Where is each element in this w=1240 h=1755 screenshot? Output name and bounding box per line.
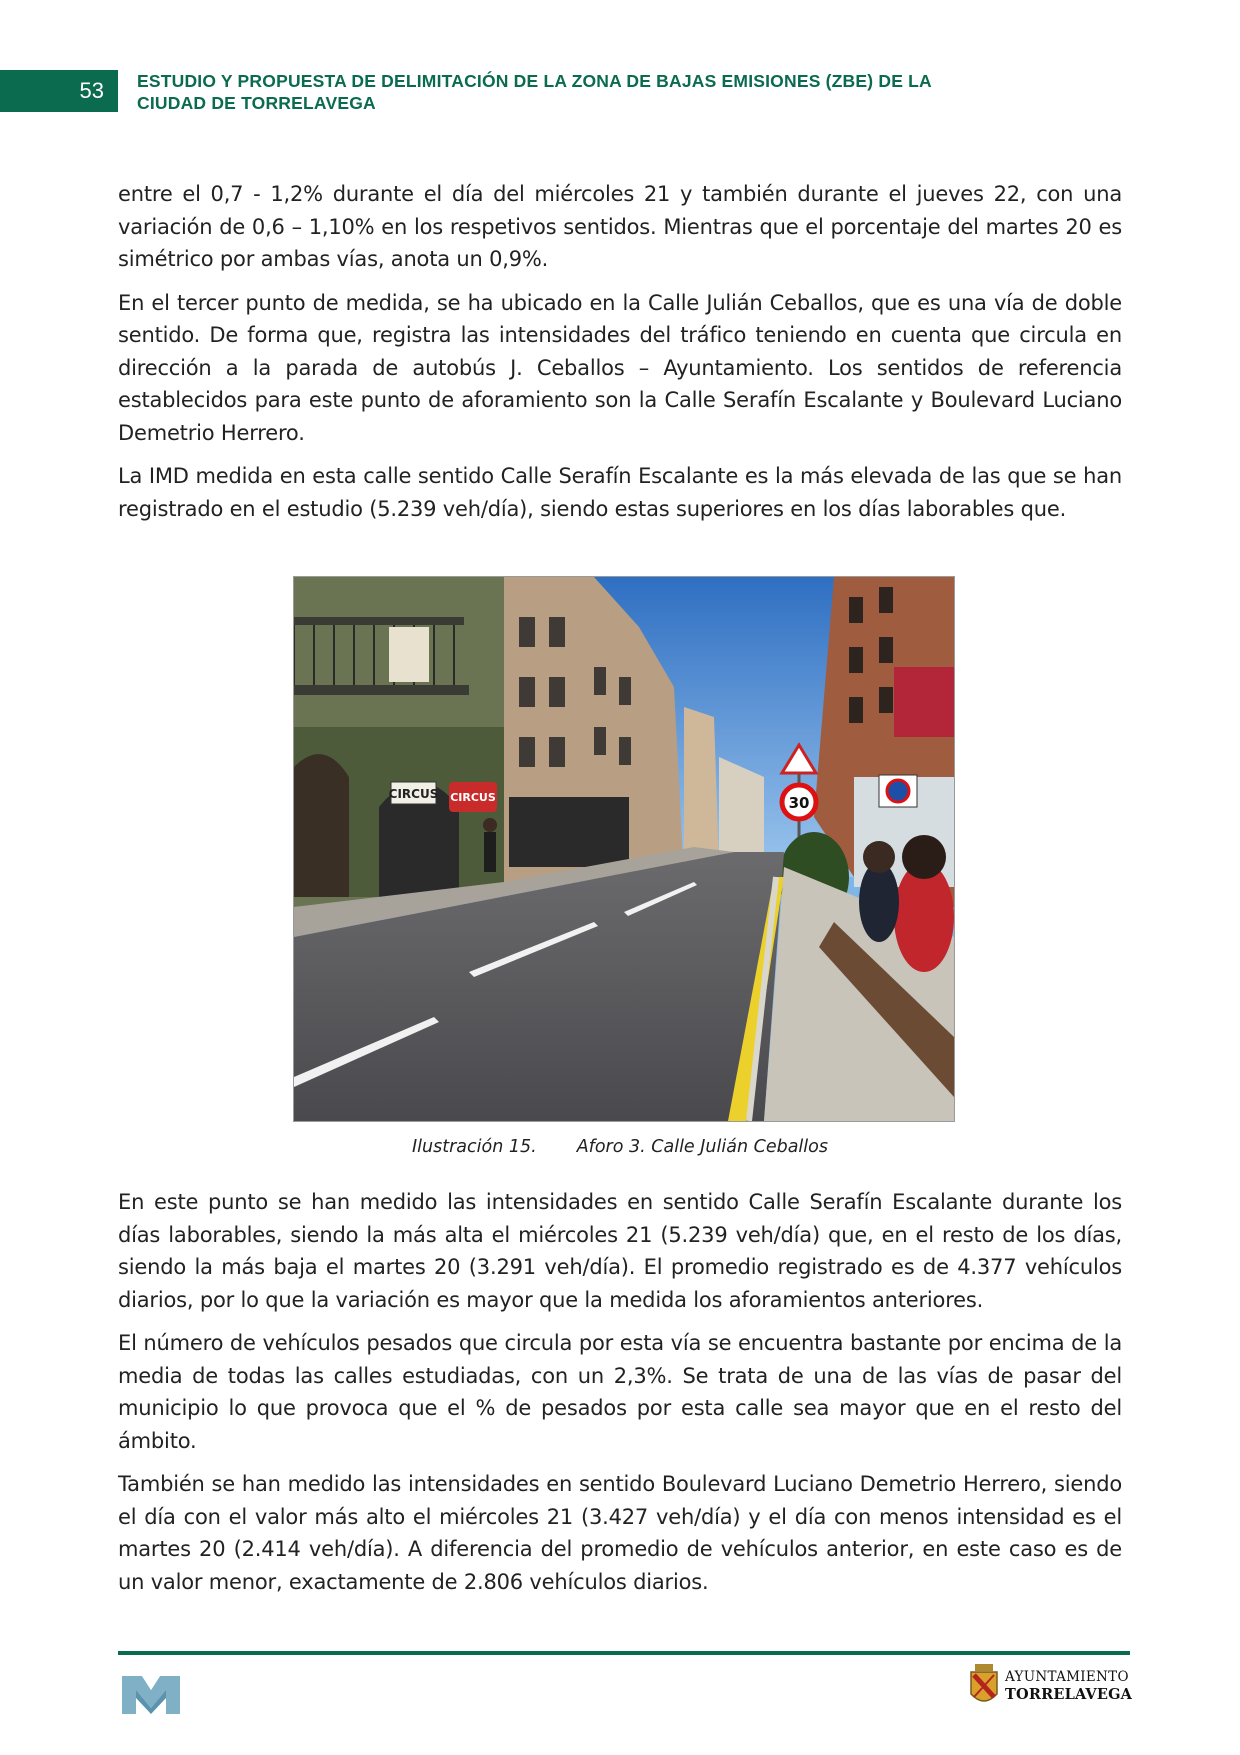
- speed-sign-text: 30: [788, 794, 810, 812]
- paragraph: El número de vehículos pesados que circula por esta vía se encuentra bastante por encima de la media de todas las calles estudiadas, con un 2,3%. Se trata de una de las vías de pasar del municipio lo que provoca que el % de pesados por esta calle sea mayor que en el resto del ámbito.: [118, 1331, 1122, 1453]
- shop-sign-text: CIRCUS: [388, 787, 439, 801]
- ayuntamiento-name-line2: TORRELAVEGA: [1005, 1686, 1133, 1703]
- document-title: [137, 70, 957, 114]
- figure-caption: [0, 1137, 1240, 1157]
- page-number: [0, 70, 118, 112]
- figure-label: Ilustración 15.: [412, 1137, 537, 1157]
- document-title-line2: CIUDAD DE TORRELAVEGA: [137, 93, 376, 113]
- ayuntamiento-name-line1: AYUNTAMIENTO: [1005, 1669, 1129, 1685]
- page-number-text: 53: [79, 78, 104, 103]
- paragraph: entre el 0,7 - 1,2% durante el día del miércoles 21 y también durante el jueves 22, con una variación de 0,6 – 1,10% en los respetivos sentidos. Mientras que el porcentaje del martes 20 es simétrico por ambas vías, anota un 0,9%.: [118, 182, 1122, 271]
- shop-sign-text-red: CIRCUS: [450, 791, 496, 804]
- paragraph: La IMD medida en esta calle sentido Calle Serafín Escalante es la más elevada de las que se han registrado en el estudio (5.239 veh/día), siendo estas superiores en los días laborables que.: [118, 464, 1122, 521]
- paragraph: En el tercer punto de medida, se ha ubicado en la Calle Julián Ceballos, que es una vía de doble sentido. De forma que, registra las intensidades del tráfico teniendo en cuenta que circula en dirección a la parada de autobús J. Ceballos – Ayuntamiento. Los sentidos de referencia establecidos para este punto de aforamiento son la Calle Serafín Escalante y Boulevard Luciano Demetrio Herrero.: [118, 290, 1122, 445]
- footer-divider: [118, 1651, 1130, 1655]
- company-logo-icon: [120, 1672, 182, 1720]
- body-text-bottom: [118, 1186, 1122, 1609]
- body-text-top: [118, 178, 1122, 536]
- paragraph: También se han medido las intensidades en sentido Boulevard Luciano Demetrio Herrero, siendo el día con el valor más alto el miércoles 21 (3.427 veh/día) y el día con menos intensidad es el martes 20 (2.414 veh/día). A diferencia del promedio de vehículos anterior, en este caso es de un valor menor, exactamente de 2.806 vehículos diarios.: [118, 1472, 1122, 1594]
- street-photo: [293, 576, 955, 1122]
- document-title-line1: ESTUDIO Y PROPUESTA DE DELIMITACIÓN DE LA ZONA DE BAJAS EMISIONES (ZBE) DE LA: [137, 71, 932, 91]
- coat-of-arms-icon: [969, 1664, 999, 1708]
- ayuntamiento-logo: [969, 1664, 1132, 1708]
- paragraph: En este punto se han medido las intensidades en sentido Calle Serafín Escalante durante los días laborables, siendo la más alta el miércoles 21 (5.239 veh/día) que, en el resto de los días, siendo la más baja el martes 20 (3.291 veh/día). El promedio registrado es de 4.377 vehículos diarios, por lo que la variación es mayor que la medida los aforamientos anteriores.: [118, 1190, 1122, 1312]
- figure-caption-text: Aforo 3. Calle Julián Ceballos: [576, 1137, 828, 1157]
